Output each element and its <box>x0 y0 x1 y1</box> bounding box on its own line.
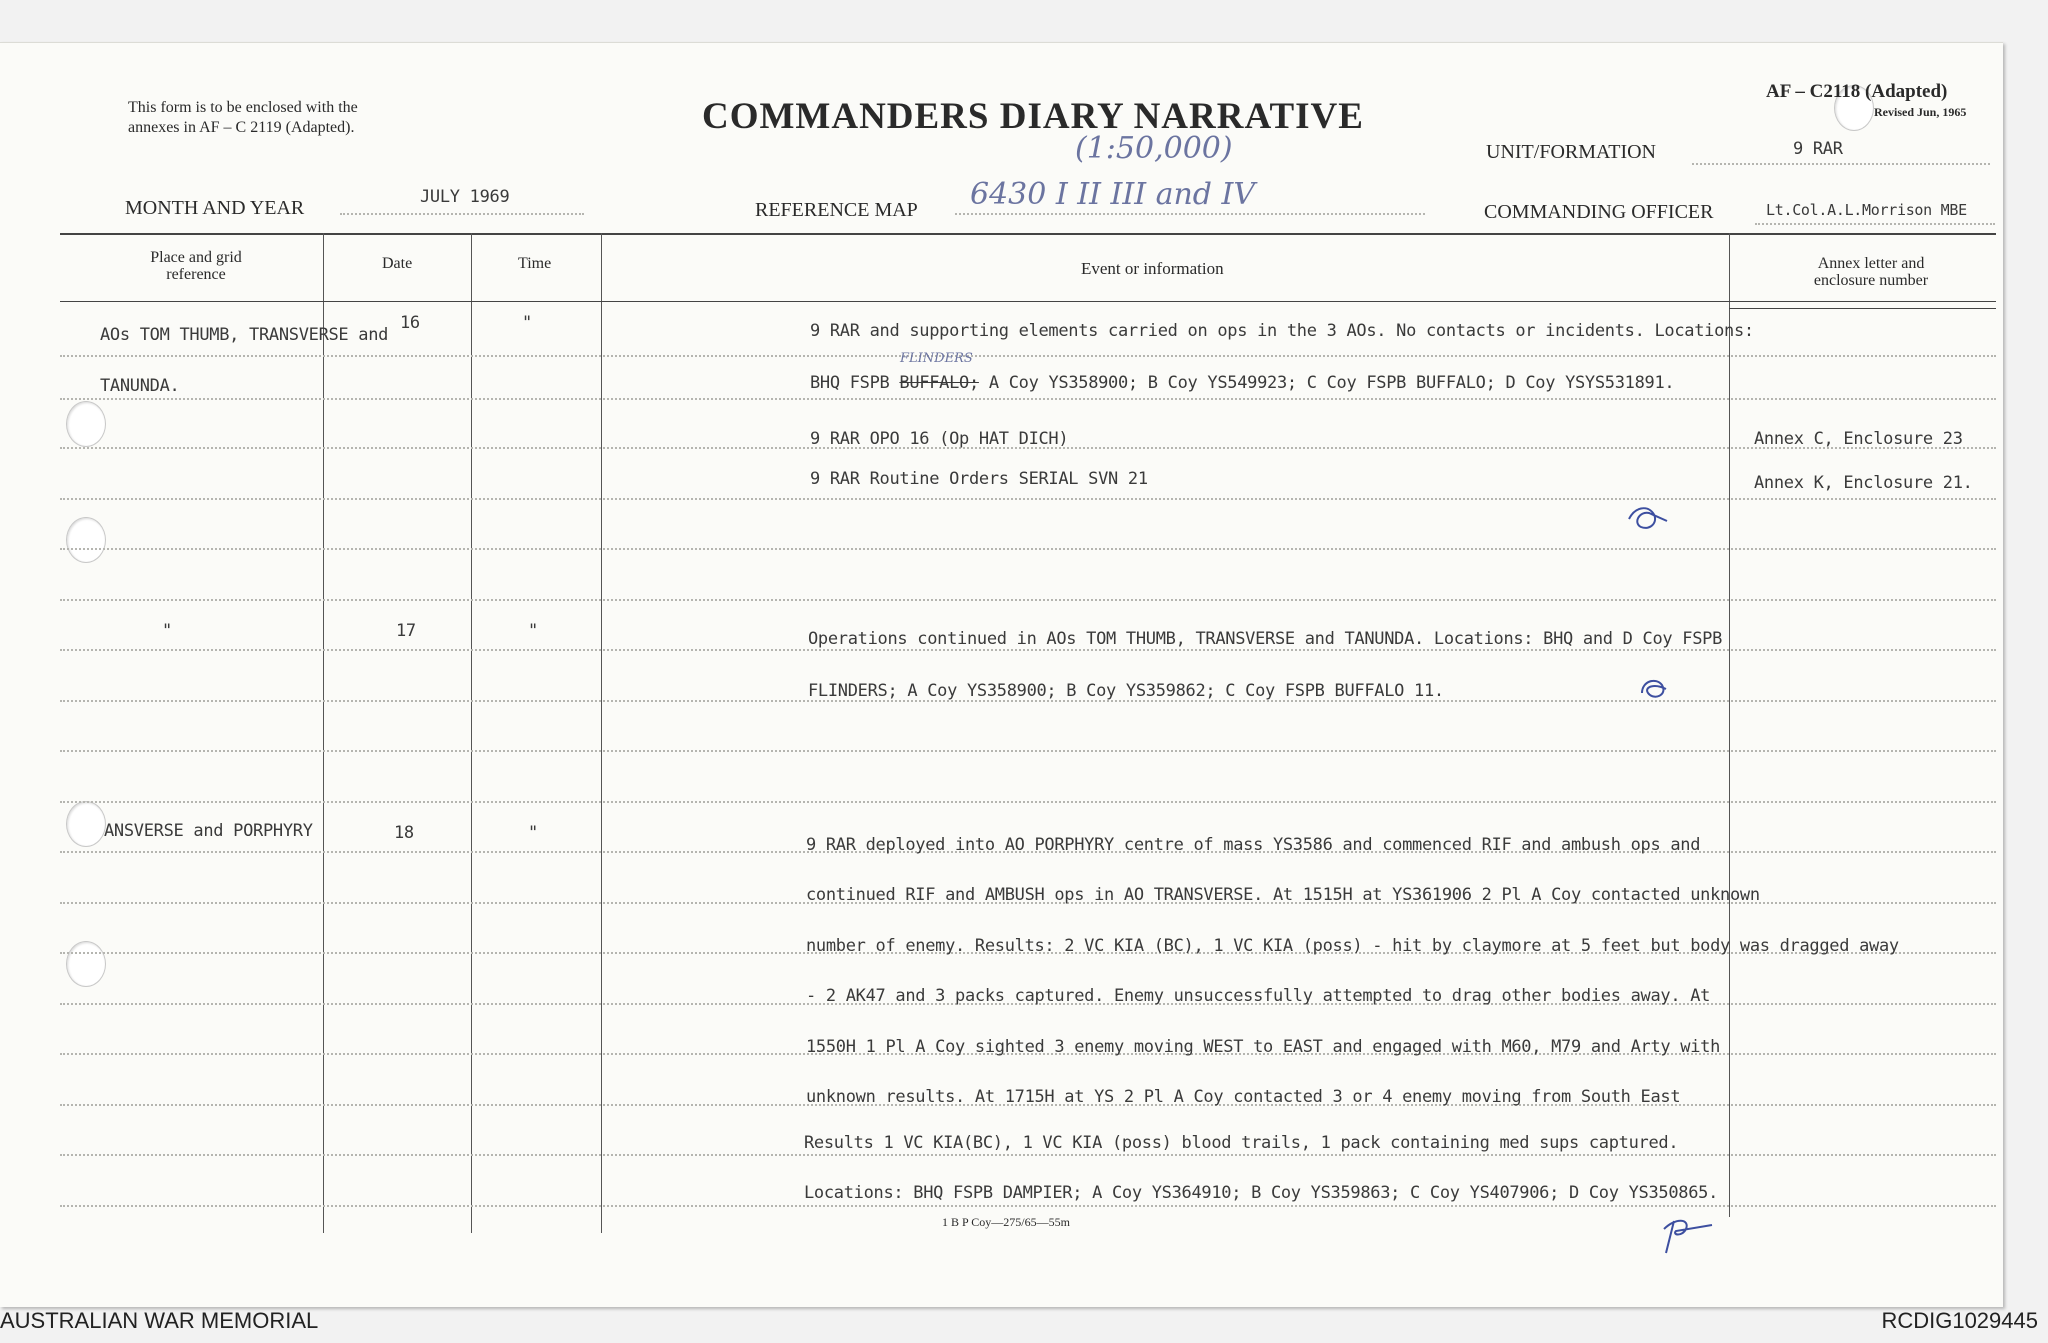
entry-17-time: " <box>528 621 538 641</box>
month-value: JULY 1969 <box>420 187 510 207</box>
header-bottom-border <box>60 301 1996 302</box>
entry-18-line-6: unknown results. At 1715H at YS 2 Pl A Coy contacted 3 or 4 enemy moving from South East <box>806 1087 1681 1107</box>
entry-18-line-1: 9 RAR deployed into AO PORPHYRY centre of mass YS3586 and commenced RIF and ambush ops and <box>806 835 1701 855</box>
entry-17-line-2: FLINDERS; A Coy YS358900; B Coy YS359862; C Coy FSPB BUFFALO 11. <box>808 681 1444 701</box>
month-label: MONTH AND YEAR <box>125 197 305 219</box>
refmap-label: REFERENCE MAP <box>755 199 918 221</box>
scale-handwritten: (1:50,000) <box>1075 131 1233 166</box>
table-top-border <box>60 233 1996 235</box>
entry-16-annex-1: Annex C, Enclosure 23 <box>1754 429 1963 449</box>
entry-16-place-2: TANUNDA. <box>100 376 180 396</box>
entry-18-line-5: 1550H 1 Pl A Coy sighted 3 enemy moving WEST to EAST and engaged with M60, M79 and Arty with <box>806 1037 1721 1057</box>
col-header-annex: Annex letter and enclosure number <box>1813 255 1929 289</box>
initials-mark <box>1636 673 1672 703</box>
entry-18-time: " <box>528 823 538 843</box>
initials-mark <box>1625 503 1671 533</box>
entry-16-line-3: 9 RAR OPO 16 (Op HAT DICH) <box>810 429 1069 449</box>
entry-16-line-2 <box>810 373 1674 393</box>
unit-label: UNIT/FORMATION <box>1486 141 1656 163</box>
revised-date: Revised Jun, 1965 <box>1874 105 1967 119</box>
handwritten-insert: FLINDERS <box>900 351 973 366</box>
col-header-place: Place and grid reference <box>150 249 242 283</box>
initials-mark <box>1656 1213 1716 1257</box>
month-line <box>340 213 584 215</box>
col-divider <box>323 233 324 1233</box>
printer-note: 1 B P Coy—275/65—55m <box>942 1215 1070 1229</box>
col-header-time: Time <box>518 255 552 272</box>
entry-16-line-4: 9 RAR Routine Orders SERIAL SVN 21 <box>810 469 1148 489</box>
entry-17-date: 17 <box>396 621 416 641</box>
entry-18-line-8: Locations: BHQ FSPB DAMPIER; A Coy YS364910; B Coy YS359863; C Coy YS407906; D Coy YS350865. <box>804 1183 1719 1203</box>
entry-17-place: " <box>162 621 172 641</box>
enclose-note: This form is to be enclosed with the <box>128 99 358 116</box>
punch-hole <box>66 401 106 447</box>
footer-left: AUSTRALIAN WAR MEMORIAL <box>0 1308 319 1333</box>
co-value: Lt.Col.A.L.Morrison MBE <box>1766 201 1967 219</box>
entry-16-place-1: AOs TOM THUMB, TRANSVERSE and <box>100 325 389 345</box>
enclose-note-2: annexes in AF – C 2119 (Adapted). <box>128 119 355 136</box>
entry-16-line-2b: A Coy YS358900; B Coy YS549923; C Coy FSPB BUFFALO; D Coy YSYS531891. <box>978 373 1675 393</box>
entry-18-place: ANSVERSE and PORPHYRY <box>104 821 313 841</box>
punch-hole <box>66 801 106 847</box>
unit-value: 9 RAR <box>1793 139 1843 159</box>
entry-16-annex-2: Annex K, Enclosure 21. <box>1754 473 1973 493</box>
entry-17-line-1: Operations continued in AOs TOM THUMB, TRANSVERSE and TANUNDA. Locations: BHQ and D Coy FSPB <box>808 629 1723 649</box>
entry-16-line-1: 9 RAR and supporting elements carried on ops in the 3 AOs. No contacts or incidents. Locations: <box>810 321 1754 341</box>
entry-18-line-7: Results 1 VC KIA(BC), 1 VC KIA (poss) blood trails, 1 pack containing med sups captured. <box>804 1133 1679 1153</box>
entry-16-date: 16 <box>400 313 420 333</box>
col-divider <box>471 233 472 1233</box>
entry-18-date: 18 <box>394 823 414 843</box>
col-header-event: Event or information <box>1081 259 1224 278</box>
col-divider <box>601 233 602 1233</box>
co-line <box>1755 223 1995 225</box>
punch-hole <box>66 517 106 563</box>
page-title: COMMANDERS DIARY NARRATIVE <box>702 96 1364 137</box>
punch-hole <box>66 941 106 987</box>
refmap-line <box>955 213 1425 215</box>
struck-text: BUFFALO; <box>899 373 979 393</box>
col-divider <box>1729 233 1730 1217</box>
entry-18-line-3: number of enemy. Results: 2 VC KIA (BC), 1 VC KIA (poss) - hit by claymore at 5 feet but body was dragged away <box>806 936 1899 956</box>
refmap-handwritten: 6430 I II III and IV <box>970 177 1256 212</box>
entry-18-line-2: continued RIF and AMBUSH ops in AO TRANSVERSE. At 1515H at YS361906 2 Pl A Coy contacted unknown <box>806 885 1760 905</box>
col-header-date: Date <box>382 255 413 272</box>
co-label: COMMANDING OFFICER <box>1484 201 1714 223</box>
form-sheet <box>0 42 2003 1307</box>
form-number: AF – C2118 (Adapted) <box>1766 81 1948 102</box>
annex-header-border <box>1729 308 1996 309</box>
entry-16-time: " <box>522 313 532 333</box>
footer-right: RCDIG1029445 <box>1881 1308 2038 1333</box>
entry-18-line-4: - 2 AK47 and 3 packs captured. Enemy unsuccessfully attempted to drag other bodies away. At <box>806 986 1711 1006</box>
unit-line <box>1692 163 1990 165</box>
entry-16-line-2a: BHQ FSPB <box>810 373 900 393</box>
